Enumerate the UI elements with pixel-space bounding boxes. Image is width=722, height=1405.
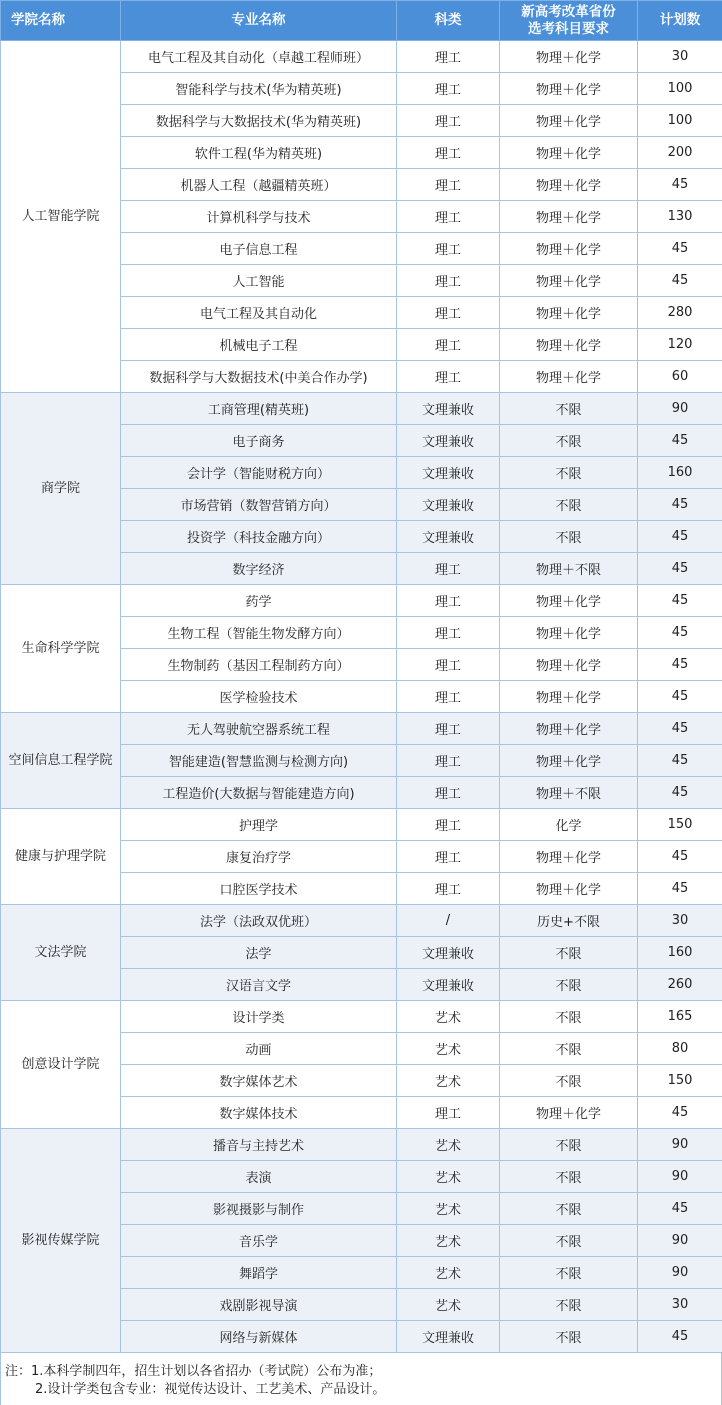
requirement-cell: 不限 [500, 1001, 638, 1033]
category-cell: 艺术 [397, 1065, 500, 1097]
requirement-cell: 物理＋不限 [500, 777, 638, 809]
category-cell: 文理兼收 [397, 1321, 500, 1353]
major-cell: 医学检验技术 [121, 681, 397, 713]
major-cell: 网络与新媒体 [121, 1321, 397, 1353]
table-row [1, 1129, 722, 1161]
plan-count-cell: 100 [638, 73, 722, 105]
requirement-cell: 不限 [500, 937, 638, 969]
major-cell: 电气工程及其自动化 [121, 297, 397, 329]
plan-count-cell: 165 [638, 1001, 722, 1033]
major-cell: 工程造价(大数据与智能建造方向) [121, 777, 397, 809]
requirement-cell: 物理＋化学 [500, 105, 638, 137]
major-cell: 数字经济 [121, 553, 397, 585]
table-row [1, 809, 722, 841]
major-cell: 电子信息工程 [121, 233, 397, 265]
plan-count-cell: 90 [638, 1225, 722, 1257]
category-cell: 艺术 [397, 1289, 500, 1321]
major-cell: 影视摄影与制作 [121, 1193, 397, 1225]
requirement-cell: 历史+不限 [500, 905, 638, 937]
major-cell: 法学（法政双优班） [121, 905, 397, 937]
requirement-cell: 物理＋化学 [500, 265, 638, 297]
category-cell: 文理兼收 [397, 521, 500, 553]
plan-count-cell: 90 [638, 393, 722, 425]
college-name-cell: 空间信息工程学院 [1, 713, 121, 809]
plan-count-cell: 90 [638, 1161, 722, 1193]
plan-count-cell: 45 [638, 745, 722, 777]
major-cell: 数字媒体艺术 [121, 1065, 397, 1097]
plan-count-cell: 45 [638, 649, 722, 681]
major-cell: 药学 [121, 585, 397, 617]
table-row [1, 585, 722, 617]
requirement-cell: 化学 [500, 809, 638, 841]
requirement-cell: 不限 [500, 1065, 638, 1097]
category-cell: 理工 [397, 201, 500, 233]
requirement-cell: 物理＋不限 [500, 553, 638, 585]
major-cell: 音乐学 [121, 1225, 397, 1257]
major-cell: 汉语言文学 [121, 969, 397, 1001]
plan-count-cell: 45 [638, 841, 722, 873]
major-cell: 计算机科学与技术 [121, 201, 397, 233]
major-cell: 会计学（智能财税方向） [121, 457, 397, 489]
major-cell: 工商管理(精英班) [121, 393, 397, 425]
category-cell: 理工 [397, 169, 500, 201]
requirement-cell: 物理＋化学 [500, 201, 638, 233]
major-cell: 表演 [121, 1161, 397, 1193]
plan-count-cell: 45 [638, 713, 722, 745]
plan-count-cell: 80 [638, 1033, 722, 1065]
requirement-cell: 物理＋化学 [500, 329, 638, 361]
major-cell: 机器人工程（越疆精英班） [121, 169, 397, 201]
plan-count-cell: 120 [638, 329, 722, 361]
table-row [1, 393, 722, 425]
requirement-cell: 物理＋化学 [500, 297, 638, 329]
category-cell: 理工 [397, 617, 500, 649]
plan-count-cell: 45 [638, 489, 722, 521]
college-name-cell: 人工智能学院 [1, 41, 121, 393]
category-cell: 理工 [397, 553, 500, 585]
category-cell: 理工 [397, 329, 500, 361]
header-category: 科类 [397, 1, 500, 41]
major-cell: 康复治疗学 [121, 841, 397, 873]
major-cell: 数据科学与大数据技术(中美合作办学) [121, 361, 397, 393]
plan-count-cell: 45 [638, 1193, 722, 1225]
category-cell: 理工 [397, 873, 500, 905]
plan-count-cell: 90 [638, 1129, 722, 1161]
category-cell: 艺术 [397, 1129, 500, 1161]
plan-count-cell: 45 [638, 169, 722, 201]
category-cell: 理工 [397, 681, 500, 713]
plan-count-cell: 260 [638, 969, 722, 1001]
college-name-cell: 影视传媒学院 [1, 1129, 121, 1353]
plan-count-cell: 30 [638, 1289, 722, 1321]
plan-count-cell: 160 [638, 937, 722, 969]
category-cell: 理工 [397, 297, 500, 329]
table-header-row [1, 1, 722, 41]
header-major: 专业名称 [121, 1, 397, 41]
footnote-line-2: 2.设计学类包含专业：视觉传达设计、工艺美术、产品设计。 [35, 1382, 386, 1397]
college-name-cell: 健康与护理学院 [1, 809, 121, 905]
requirement-cell: 物理＋化学 [500, 361, 638, 393]
category-cell: 理工 [397, 745, 500, 777]
category-cell: 理工 [397, 809, 500, 841]
table-row [1, 713, 722, 745]
category-cell: 理工 [397, 105, 500, 137]
college-name-cell: 商学院 [1, 393, 121, 585]
college-name-cell: 创意设计学院 [1, 1001, 121, 1129]
table-row [1, 1001, 722, 1033]
requirement-cell: 物理＋化学 [500, 841, 638, 873]
category-cell: 文理兼收 [397, 425, 500, 457]
plan-count-cell: 30 [638, 905, 722, 937]
requirement-cell: 不限 [500, 1321, 638, 1353]
category-cell: 艺术 [397, 1001, 500, 1033]
footnote [0, 1353, 722, 1405]
plan-count-cell: 45 [638, 553, 722, 585]
requirement-cell: 不限 [500, 1161, 638, 1193]
requirement-cell: 物理＋化学 [500, 73, 638, 105]
table-body [1, 41, 722, 1353]
major-cell: 人工智能 [121, 265, 397, 297]
plan-count-cell: 90 [638, 1257, 722, 1289]
major-cell: 电气工程及其自动化（卓越工程师班） [121, 41, 397, 73]
plan-count-cell: 160 [638, 457, 722, 489]
plan-count-cell: 45 [638, 1097, 722, 1129]
requirement-cell: 不限 [500, 969, 638, 1001]
major-cell: 无人驾驶航空器系统工程 [121, 713, 397, 745]
major-cell: 智能建造(智慧监测与检测方向) [121, 745, 397, 777]
plan-count-cell: 200 [638, 137, 722, 169]
major-cell: 播音与主持艺术 [121, 1129, 397, 1161]
plan-count-cell: 45 [638, 521, 722, 553]
category-cell: 理工 [397, 41, 500, 73]
requirement-cell: 不限 [500, 393, 638, 425]
major-cell: 生物工程（智能生物发酵方向） [121, 617, 397, 649]
category-cell: 理工 [397, 233, 500, 265]
category-cell: 艺术 [397, 1033, 500, 1065]
category-cell: 文理兼收 [397, 457, 500, 489]
category-cell: 理工 [397, 649, 500, 681]
requirement-cell: 物理＋化学 [500, 617, 638, 649]
category-cell: 艺术 [397, 1193, 500, 1225]
plan-count-cell: 45 [638, 777, 722, 809]
header-requirement-line1: 新高考改革省份 [521, 3, 616, 20]
plan-count-cell: 45 [638, 585, 722, 617]
category-cell: 理工 [397, 265, 500, 297]
plan-count-cell: 280 [638, 297, 722, 329]
category-cell: 理工 [397, 777, 500, 809]
plan-count-cell: 45 [638, 233, 722, 265]
college-name-cell: 文法学院 [1, 905, 121, 1001]
major-cell: 生物制药（基因工程制药方向） [121, 649, 397, 681]
category-cell: 理工 [397, 137, 500, 169]
plan-count-cell: 30 [638, 41, 722, 73]
plan-count-cell: 60 [638, 361, 722, 393]
major-cell: 设计学类 [121, 1001, 397, 1033]
requirement-cell: 不限 [500, 425, 638, 457]
plan-count-cell: 150 [638, 809, 722, 841]
category-cell: / [397, 905, 500, 937]
header-requirement [500, 1, 638, 41]
plan-count-cell: 45 [638, 681, 722, 713]
major-cell: 机械电子工程 [121, 329, 397, 361]
category-cell: 文理兼收 [397, 393, 500, 425]
major-cell: 口腔医学技术 [121, 873, 397, 905]
major-cell: 舞蹈学 [121, 1257, 397, 1289]
plan-count-cell: 45 [638, 425, 722, 457]
header-plan: 计划数 [638, 1, 722, 41]
requirement-cell: 物理＋化学 [500, 713, 638, 745]
requirement-cell: 不限 [500, 521, 638, 553]
plan-count-cell: 45 [638, 873, 722, 905]
requirement-cell: 不限 [500, 489, 638, 521]
table-row [1, 905, 722, 937]
plan-count-cell: 130 [638, 201, 722, 233]
major-cell: 电子商务 [121, 425, 397, 457]
category-cell: 艺术 [397, 1225, 500, 1257]
plan-count-cell: 150 [638, 1065, 722, 1097]
requirement-cell: 不限 [500, 457, 638, 489]
category-cell: 理工 [397, 73, 500, 105]
header-college: 学院名称 [1, 1, 121, 41]
category-cell: 文理兼收 [397, 489, 500, 521]
plan-count-cell: 45 [638, 617, 722, 649]
plan-count-cell: 100 [638, 105, 722, 137]
major-cell: 数字媒体技术 [121, 1097, 397, 1129]
major-cell: 戏剧影视导演 [121, 1289, 397, 1321]
requirement-cell: 物理＋化学 [500, 137, 638, 169]
category-cell: 理工 [397, 713, 500, 745]
requirement-cell: 物理＋化学 [500, 233, 638, 265]
requirement-cell: 不限 [500, 1257, 638, 1289]
category-cell: 文理兼收 [397, 937, 500, 969]
requirement-cell: 物理＋化学 [500, 585, 638, 617]
requirement-cell: 物理＋化学 [500, 649, 638, 681]
header-requirement-line2: 选考科目要求 [528, 20, 609, 37]
table-row [1, 41, 722, 73]
major-cell: 软件工程(华为精英班) [121, 137, 397, 169]
major-cell: 市场营销（数智营销方向） [121, 489, 397, 521]
major-cell: 智能科学与技术(华为精英班) [121, 73, 397, 105]
major-cell: 投资学（科技金融方向） [121, 521, 397, 553]
requirement-cell: 物理＋化学 [500, 873, 638, 905]
footnote-line-1: 注：1.本科学制四年，招生计划以各省招办（考试院）公布为准； [5, 1364, 382, 1379]
category-cell: 理工 [397, 1097, 500, 1129]
major-cell: 护理学 [121, 809, 397, 841]
requirement-cell: 物理＋化学 [500, 745, 638, 777]
major-cell: 数据科学与大数据技术(华为精英班) [121, 105, 397, 137]
requirement-cell: 不限 [500, 1289, 638, 1321]
plan-count-cell: 45 [638, 1321, 722, 1353]
requirement-cell: 物理＋化学 [500, 681, 638, 713]
category-cell: 艺术 [397, 1161, 500, 1193]
category-cell: 理工 [397, 841, 500, 873]
requirement-cell: 物理＋化学 [500, 41, 638, 73]
category-cell: 艺术 [397, 1257, 500, 1289]
college-name-cell: 生命科学学院 [1, 585, 121, 713]
category-cell: 理工 [397, 585, 500, 617]
requirement-cell: 不限 [500, 1193, 638, 1225]
requirement-cell: 不限 [500, 1225, 638, 1257]
plan-count-cell: 45 [638, 265, 722, 297]
requirement-cell: 不限 [500, 1129, 638, 1161]
category-cell: 理工 [397, 361, 500, 393]
requirement-cell: 物理＋化学 [500, 1097, 638, 1129]
major-cell: 动画 [121, 1033, 397, 1065]
requirement-cell: 不限 [500, 1033, 638, 1065]
requirement-cell: 物理＋化学 [500, 169, 638, 201]
category-cell: 文理兼收 [397, 969, 500, 1001]
major-cell: 法学 [121, 937, 397, 969]
